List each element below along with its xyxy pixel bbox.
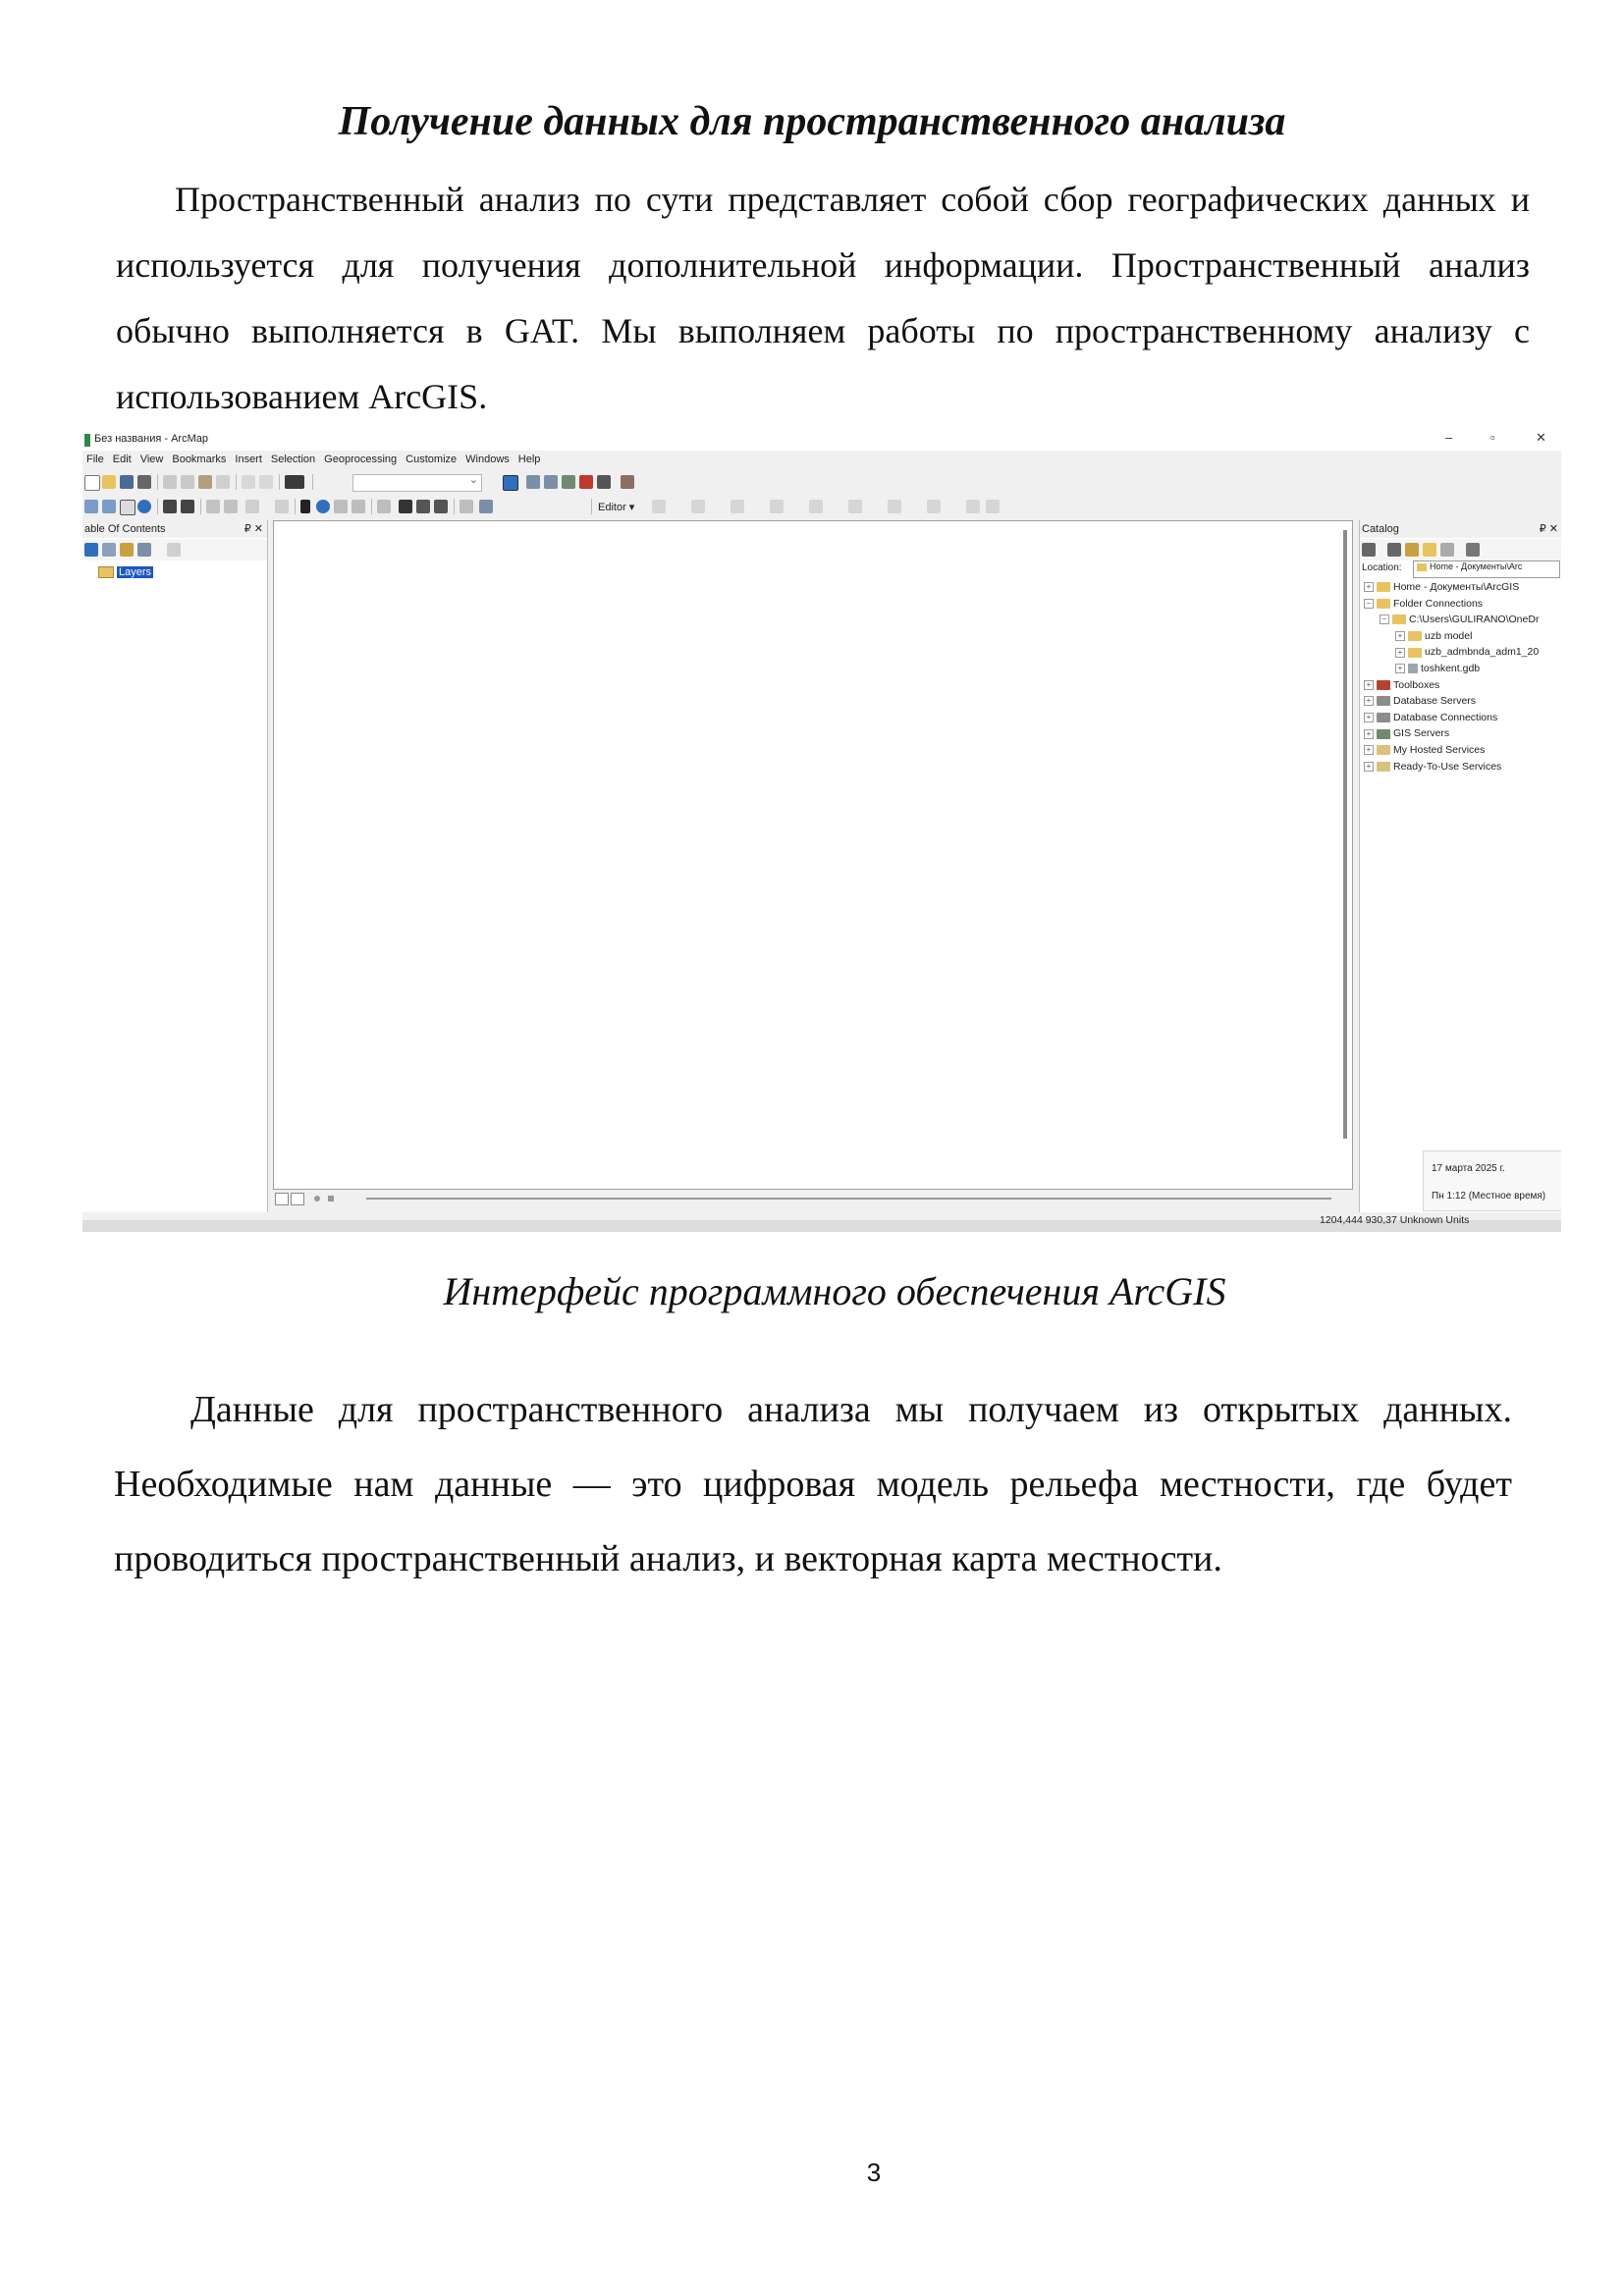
maximize-icon[interactable]: ▫ <box>1490 430 1495 445</box>
open-icon[interactable] <box>102 475 116 489</box>
tree-item-database-servers[interactable] <box>1364 693 1539 710</box>
reshape-icon[interactable] <box>809 500 823 513</box>
tree-item-ready-services[interactable] <box>1364 759 1539 775</box>
time-slider-icon[interactable] <box>460 500 473 513</box>
tree-item-toshkent-gdb[interactable] <box>1364 661 1539 677</box>
tree-label: uzb model <box>1425 629 1473 642</box>
forward-arrow-icon[interactable] <box>1387 543 1401 557</box>
tree-item-toolboxes[interactable] <box>1364 677 1539 694</box>
pause-drawing-icon[interactable] <box>328 1196 334 1201</box>
tree-item-hosted-services[interactable] <box>1364 742 1539 759</box>
hyperlink-icon[interactable] <box>377 500 391 513</box>
body-paragraph: Данные для пространственного анализа мы получаем из открытых данных. Необходимые нам данные — это цифровая модель рельефа местности, где будет проводиться пространственный анализ, и векторная карта местности. <box>114 1389 1512 1579</box>
geodatabase-icon <box>1408 664 1418 673</box>
arcmap-screenshot <box>82 429 1561 1232</box>
menu-windows[interactable]: Windows <box>465 454 510 465</box>
arcmap-app-icon <box>84 434 90 447</box>
full-extent-icon[interactable] <box>137 500 151 513</box>
python-window-icon[interactable] <box>597 475 611 489</box>
tree-label: Database Servers <box>1393 695 1477 708</box>
create-viewer-window-icon[interactable] <box>479 500 493 513</box>
folder-connection-icon <box>1377 599 1390 609</box>
editor-toolbar-icon[interactable] <box>503 475 518 491</box>
map-scale-input[interactable] <box>352 474 482 492</box>
editor-menu[interactable]: Editor ▾ <box>598 502 635 513</box>
attributes-icon[interactable] <box>927 500 941 513</box>
folder-icon <box>1408 631 1422 641</box>
up-level-icon[interactable] <box>1405 543 1419 557</box>
status-coordinates: 1204,444 930,37 Unknown Units <box>1320 1214 1470 1226</box>
folder-icon <box>1392 614 1406 624</box>
layers-tree-node[interactable] <box>98 566 153 578</box>
tree-label: C:\Users\GULIRANO\OneDr <box>1409 614 1540 626</box>
trace-icon[interactable] <box>731 500 744 513</box>
collapse-icon[interactable]: − <box>1364 599 1374 609</box>
fixed-zoom-in-icon[interactable] <box>163 500 177 513</box>
menu-insert[interactable]: Insert <box>235 454 262 465</box>
tree-label: Folder Connections <box>1393 597 1484 610</box>
redo-icon[interactable] <box>259 475 273 489</box>
home-folder-icon[interactable] <box>1423 543 1436 557</box>
new-document-icon[interactable] <box>84 475 100 491</box>
layers-label: Layers <box>119 566 152 578</box>
map-display-area[interactable] <box>273 520 1353 1190</box>
expand-icon[interactable]: + <box>1364 582 1374 592</box>
catalog-tree <box>1364 579 1539 774</box>
forward-extent-icon[interactable] <box>224 500 238 513</box>
database-connection-icon <box>1377 713 1390 722</box>
map-view-bar <box>273 1190 1351 1207</box>
layout-view-icon[interactable] <box>291 1193 304 1205</box>
tree-label: Toolboxes <box>1393 678 1440 691</box>
html-popup-icon[interactable] <box>334 500 348 513</box>
layers-folder-icon <box>98 566 114 578</box>
connect-folder-icon[interactable] <box>1440 543 1454 557</box>
folder-icon <box>1408 648 1422 658</box>
tree-item-gis-servers[interactable] <box>1364 725 1539 742</box>
location-dropdown[interactable] <box>1413 561 1560 578</box>
edit-vertices-icon[interactable] <box>770 500 784 513</box>
map-vertical-scrollbar[interactable] <box>1343 530 1347 1139</box>
delete-icon[interactable] <box>216 475 230 489</box>
menu-file[interactable]: File <box>86 454 104 465</box>
catalog-toolbar <box>1360 539 1561 561</box>
fixed-zoom-out-icon[interactable] <box>181 500 194 513</box>
select-by-graphics-icon[interactable] <box>245 500 259 513</box>
toc-header <box>82 520 267 538</box>
zoom-in-icon[interactable] <box>84 500 98 513</box>
menu-view[interactable]: View <box>139 454 164 465</box>
clock-tooltip <box>1423 1150 1561 1211</box>
tree-label: Ready-To-Use Services <box>1393 760 1502 773</box>
tree-label: Home - Документы\ArcGIS <box>1393 581 1520 593</box>
folder-home-icon <box>1377 582 1390 592</box>
figure-caption: Интерфейс программного обеспечения ArcGIS <box>443 1269 1226 1313</box>
catalog-views-icon[interactable] <box>1466 543 1480 557</box>
tree-label: uzb_admbnda_adm1_20 <box>1425 646 1540 659</box>
model-builder-icon[interactable] <box>621 475 634 489</box>
refresh-icon[interactable] <box>314 1196 320 1201</box>
tree-label: My Hosted Services <box>1393 743 1486 756</box>
standard-toolbar <box>82 471 1561 495</box>
arctoolbox-icon[interactable] <box>579 475 593 489</box>
menu-selection[interactable]: Selection <box>270 454 316 465</box>
tooltip-date: 17 марта 2025 г. <box>1432 1163 1505 1174</box>
toc-title: able Of Contents <box>84 523 166 535</box>
edit-tool-icon[interactable] <box>652 500 666 513</box>
expand-icon[interactable]: + <box>1395 631 1405 641</box>
menu-edit[interactable]: Edit <box>112 454 132 465</box>
toc-toolbar <box>82 539 267 561</box>
home-folder-icon <box>1417 563 1427 571</box>
collapse-icon[interactable]: − <box>1380 614 1389 624</box>
undo-icon[interactable] <box>242 475 255 489</box>
catalog-window-icon[interactable] <box>544 475 558 489</box>
catalog-panel <box>1359 520 1561 1212</box>
expand-icon[interactable]: + <box>1364 729 1374 739</box>
window-titlebar <box>82 429 1561 451</box>
table-of-contents-icon[interactable] <box>526 475 540 489</box>
page-number: 3 <box>866 2158 882 2187</box>
database-server-icon <box>1377 696 1390 706</box>
tree-item-uzb-admbnda[interactable] <box>1364 644 1539 661</box>
search-window-icon[interactable] <box>562 475 575 489</box>
hosted-services-icon <box>1377 745 1390 755</box>
tree-item-uzb-model[interactable] <box>1364 628 1539 645</box>
expand-icon[interactable]: + <box>1364 696 1374 706</box>
tree-item-user-folder[interactable] <box>1364 612 1539 628</box>
menu-bar <box>82 452 1561 469</box>
expand-icon[interactable]: + <box>1364 713 1374 722</box>
cut-icon[interactable] <box>163 475 177 489</box>
map-horizontal-scrollbar[interactable] <box>366 1198 1331 1200</box>
window-title: Без названия - ArcMap <box>94 433 208 445</box>
expand-icon[interactable]: + <box>1364 680 1374 690</box>
tree-label: GIS Servers <box>1393 727 1450 740</box>
select-elements-icon[interactable] <box>300 500 310 513</box>
split-icon[interactable] <box>848 500 862 513</box>
menu-customize[interactable]: Customize <box>406 454 458 465</box>
rotate-icon[interactable] <box>888 500 901 513</box>
menu-geoprocessing[interactable]: Geoprocessing <box>324 454 398 465</box>
zoom-out-icon[interactable] <box>102 500 116 513</box>
location-label: Location: <box>1362 562 1402 573</box>
tree-item-home[interactable] <box>1364 579 1539 596</box>
toc-pin-close-icon[interactable]: ₽ ✕ <box>244 523 263 535</box>
toc-options-icon[interactable] <box>167 543 181 557</box>
find-icon[interactable] <box>399 500 412 513</box>
back-extent-icon[interactable] <box>206 500 220 513</box>
toolbox-icon <box>1377 680 1390 690</box>
create-features-icon[interactable] <box>986 500 1000 513</box>
find-route-icon[interactable] <box>416 500 430 513</box>
catalog-pin-close-icon[interactable]: ₽ ✕ <box>1539 523 1558 535</box>
table-of-contents-panel <box>82 520 268 1212</box>
menu-help[interactable]: Help <box>517 454 541 465</box>
sketch-properties-icon[interactable] <box>966 500 980 513</box>
go-to-xy-icon[interactable] <box>434 500 448 513</box>
intro-paragraph: Пространственный анализ по сути представляет собой сбор географических данных и используется для получения дополнительной информации. Пространственный анализ обычно выполняется в GAT. Мы выполняем работы по пространственному анализу с использованием ArcGIS. <box>116 180 1530 416</box>
catalog-title: Catalog <box>1362 523 1399 535</box>
list-by-source-icon[interactable] <box>102 543 116 557</box>
section-heading: Получение данных для пространственного анализа <box>338 99 1286 144</box>
data-view-icon[interactable] <box>275 1193 289 1205</box>
clear-selection-icon[interactable] <box>275 500 289 513</box>
gis-server-icon <box>1377 729 1390 739</box>
tree-label: toshkent.gdb <box>1421 662 1481 674</box>
close-icon[interactable]: ✕ <box>1536 430 1546 445</box>
measure-icon[interactable] <box>352 500 365 513</box>
menu-bookmarks[interactable]: Bookmarks <box>172 454 227 465</box>
tree-label: Database Connections <box>1393 711 1498 723</box>
location-value: Home - Документы\Arc <box>1430 561 1523 571</box>
identify-icon[interactable] <box>316 500 330 513</box>
pan-icon[interactable] <box>120 500 135 515</box>
save-icon[interactable] <box>120 475 134 489</box>
list-by-drawing-order-icon[interactable] <box>84 543 98 557</box>
expand-icon[interactable]: + <box>1395 664 1405 673</box>
tree-item-database-connections[interactable] <box>1364 710 1539 726</box>
expand-icon[interactable]: + <box>1395 648 1405 658</box>
expand-icon[interactable]: + <box>1364 745 1374 755</box>
print-icon[interactable] <box>137 475 151 489</box>
tooltip-time: Пн 1:12 (Местное время) <box>1432 1191 1546 1201</box>
list-by-visibility-icon[interactable] <box>120 543 134 557</box>
back-arrow-icon[interactable] <box>1362 543 1376 557</box>
ready-services-icon <box>1377 762 1390 772</box>
paste-icon[interactable] <box>198 475 212 489</box>
expand-icon[interactable]: + <box>1364 762 1374 772</box>
copy-icon[interactable] <box>181 475 194 489</box>
minimize-icon[interactable]: – <box>1445 430 1453 445</box>
list-by-selection-icon[interactable] <box>137 543 151 557</box>
catalog-header <box>1360 520 1561 538</box>
tools-toolbar <box>82 496 1561 519</box>
add-data-icon[interactable] <box>285 475 304 489</box>
straight-segment-icon[interactable] <box>691 500 705 513</box>
tree-item-folder-connections[interactable] <box>1364 596 1539 613</box>
